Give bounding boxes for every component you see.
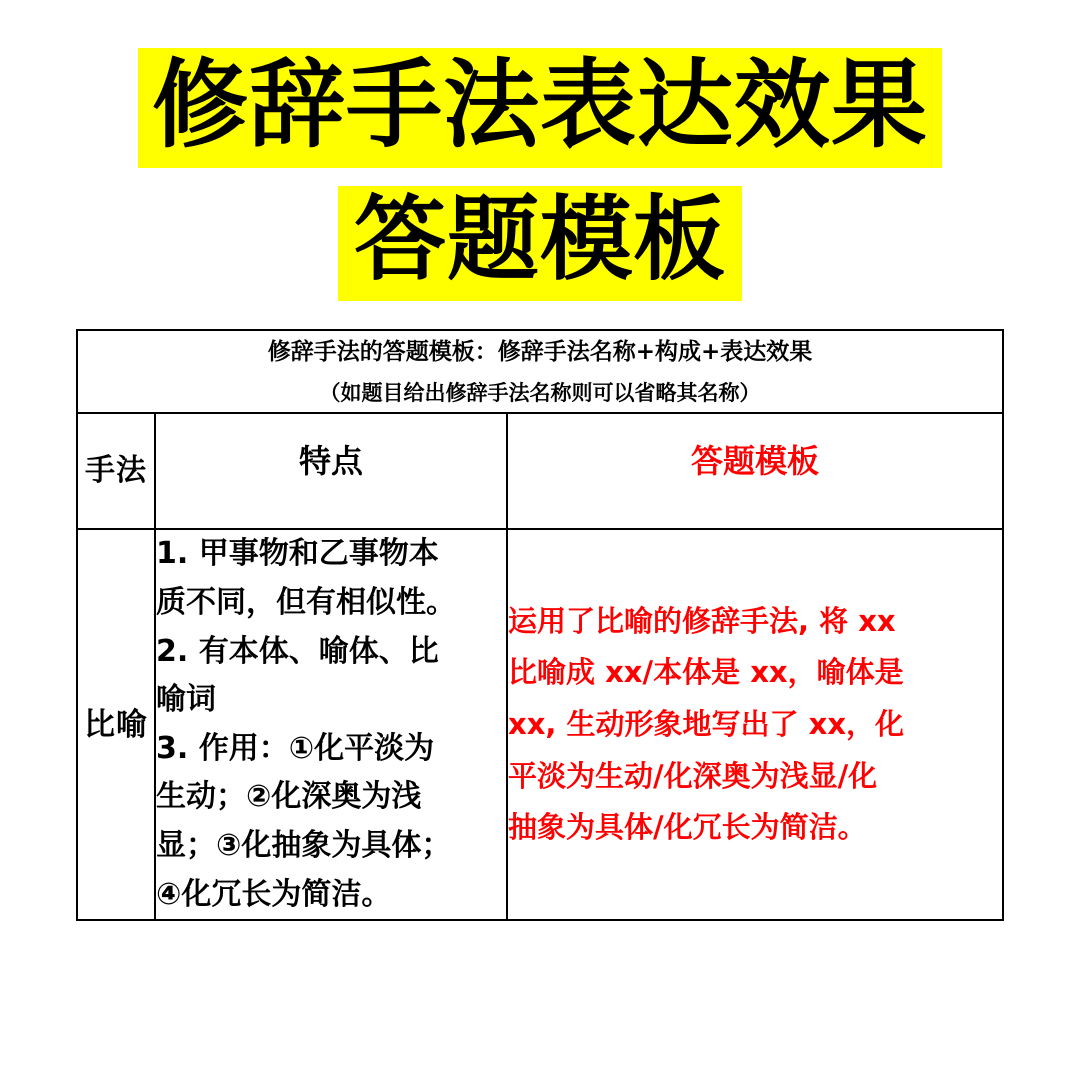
template-line: xx, 生动形象地写出了 xx，化 bbox=[508, 706, 905, 741]
feature-line: 3. 作用：①化平淡为 bbox=[156, 730, 435, 766]
template-line: 运用了比喻的修辞手法, 将 xx bbox=[508, 603, 896, 638]
template-line: 平淡为生动/化深奥为浅显/化 bbox=[508, 758, 878, 793]
column-header-feature: 特点 bbox=[155, 413, 507, 529]
feature-line: 1. 甲事物和乙事物本 bbox=[156, 536, 439, 572]
feature-line: 生动；②化深奥为浅 bbox=[156, 779, 422, 815]
answer-template-table bbox=[76, 329, 1004, 921]
page-title-line-1: 修辞手法表达效果 bbox=[138, 48, 942, 168]
feature-line: 2. 有本体、喻体、比 bbox=[156, 633, 439, 669]
feature-line: ④化冗长为简洁。 bbox=[156, 876, 392, 912]
table-header-line-2: （如题目给出修辞手法名称则可以省略其名称） bbox=[319, 379, 761, 405]
title-block bbox=[0, 0, 1080, 301]
cell-feature-description bbox=[155, 529, 507, 920]
table-header-line-1: 修辞手法的答题模板：修辞手法名称+构成+表达效果 bbox=[267, 338, 813, 366]
cell-method-name: 比喻 bbox=[77, 529, 155, 920]
page-title-line-2: 答题模板 bbox=[338, 186, 742, 301]
table-header-cell bbox=[77, 330, 1003, 413]
table-column-header-row bbox=[77, 413, 1003, 529]
answer-template-table-wrap bbox=[76, 329, 1004, 921]
table-header-row bbox=[77, 330, 1003, 413]
feature-line: 喻词 bbox=[156, 682, 216, 718]
feature-line: 质不同，但有相似性。 bbox=[156, 585, 456, 621]
template-line: 抽象为具体/化冗长为简洁。 bbox=[508, 810, 867, 845]
cell-answer-template bbox=[507, 529, 1003, 920]
table-row bbox=[77, 529, 1003, 920]
template-line: 比喻成 xx/本体是 xx，喻体是 bbox=[508, 655, 904, 690]
column-header-template: 答题模板 bbox=[507, 413, 1003, 529]
feature-line: 显；③化抽象为具体； bbox=[156, 827, 452, 863]
column-header-method: 手法 bbox=[77, 413, 155, 529]
